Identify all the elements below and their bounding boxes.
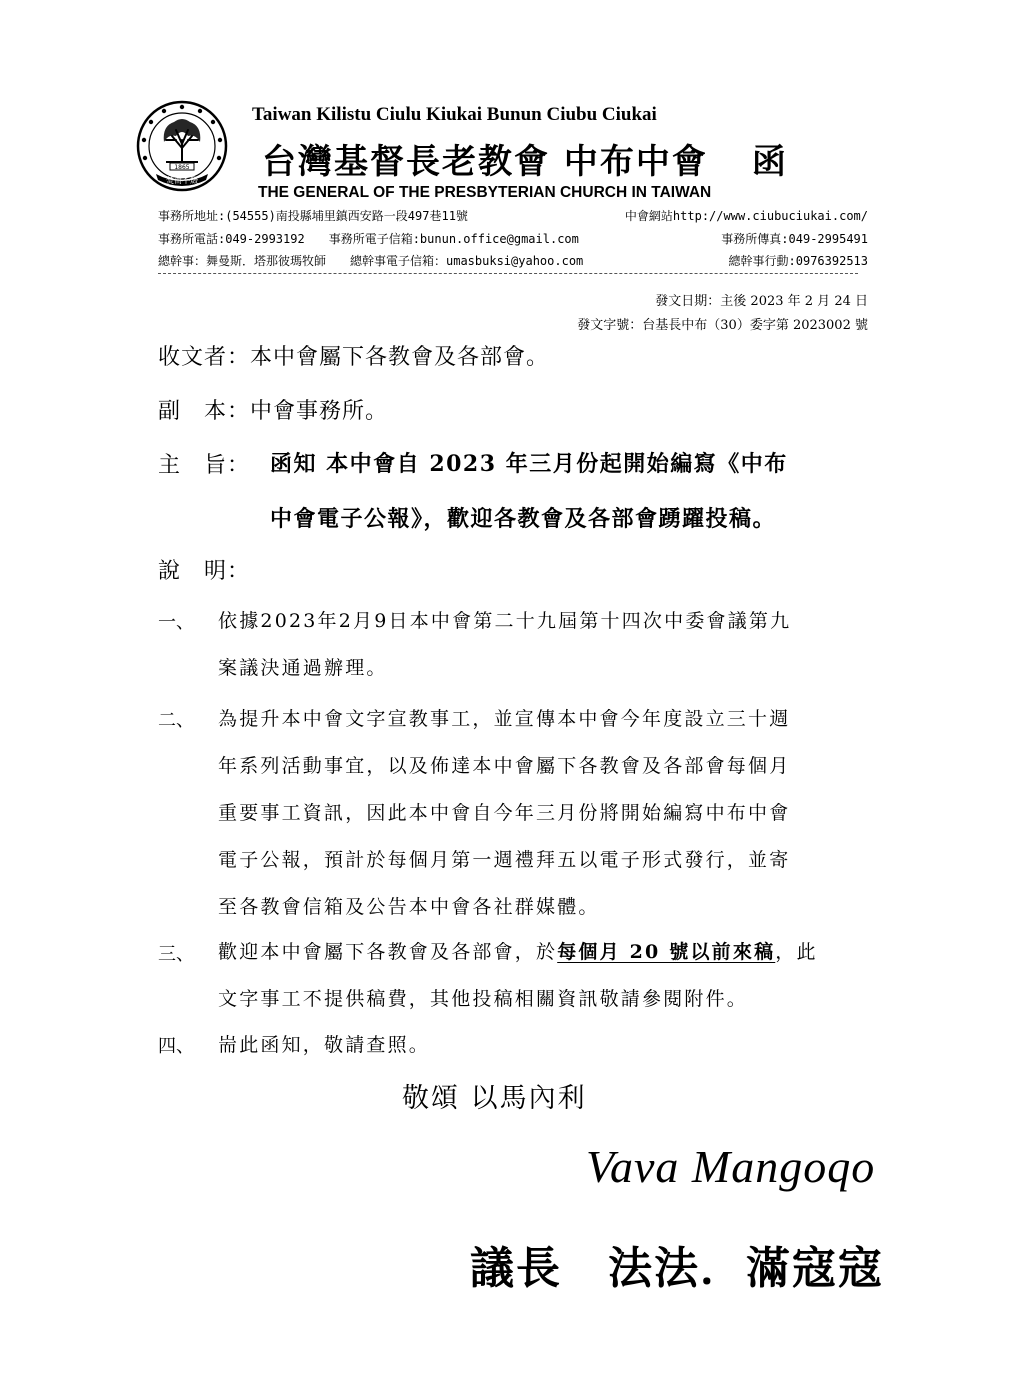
logo-year: 1865 xyxy=(174,164,190,171)
signatory-title: 議長 xyxy=(470,1243,562,1294)
header-title-english: Taiwan Kilistu Ciulu Kiukai Bunun Ciubu Ciukai xyxy=(252,104,657,125)
item-3-text-after: ，此 xyxy=(775,941,818,963)
item-1-line-2: 案議決通過辦理。 xyxy=(218,657,388,679)
closing-greeting: 敬頌 以馬內利 xyxy=(402,1083,587,1114)
item-number-3: 三、 xyxy=(158,944,194,965)
document-number: 發文字號：台基長中布（30）委字第 2023002 號 xyxy=(577,318,868,333)
item-3-line-1 xyxy=(218,937,818,964)
logo-motto: 焚而不燬 xyxy=(166,176,198,185)
recipient-line: 收文者：本中會屬下各教會及各部會。 xyxy=(158,345,550,370)
submission-deadline: 每個月 20 號以前來稿 xyxy=(557,941,776,963)
copy-line: 副 本：中會事務所。 xyxy=(158,399,389,424)
item-4-line-1: 耑此函知，敬請查照。 xyxy=(218,1034,431,1056)
item-2-line-1: 為提升本中會文字宣教事工，並宣傳本中會今年度設立三十週 xyxy=(218,708,791,730)
church-logo-seal xyxy=(136,100,228,192)
office-phone-email: 事務所電話:049-2993192 事務所電子信箱:bunun.office@gmail.com xyxy=(158,232,579,246)
item-2-line-3: 重要事工資訊，因此本中會自今年三月份將開始編寫中布中會 xyxy=(218,802,791,824)
item-3-line-2: 文字事工不提供稿費，其他投稿相關資訊敬請參閱附件。 xyxy=(218,988,749,1010)
issue-date: 發文日期：主後 2023 年 2 月 24 日 xyxy=(655,294,868,309)
item-2-line-4: 電子公報，預計於每個月第一週禮拜五以電子形式發行，並寄 xyxy=(218,849,791,871)
header-divider xyxy=(158,273,858,274)
website: 中會網站http://www.ciubuciukai.com/ xyxy=(624,209,868,223)
header-subtitle-english: THE GENERAL OF THE PRESBYTERIAN CHURCH IN TAIWAN xyxy=(258,184,712,201)
explanation-label: 說 明： xyxy=(158,559,251,584)
office-fax: 事務所傳真:049-2995491 xyxy=(721,232,868,246)
item-number-1: 一、 xyxy=(158,612,194,633)
subject-line-1: 函知 本中會自 2023 年三月份起開始編寫《中布 xyxy=(270,451,788,477)
item-3-text-before: 歡迎本中會屬下各教會及各部會，於 xyxy=(218,941,558,963)
header-title-chinese xyxy=(262,134,788,183)
letter-type-label: 函 xyxy=(751,142,788,182)
subject-line-2: 中會電子公報》，歡迎各教會及各部會踴躍投稿。 xyxy=(270,506,777,532)
signatory xyxy=(470,1232,884,1296)
subject-label: 主 旨： xyxy=(158,453,251,478)
item-number-4: 四、 xyxy=(158,1036,194,1057)
signatory-name: 法法．滿寇寇 xyxy=(608,1243,884,1294)
header-title-chinese-text: 台灣基督長老教會 中布中會 xyxy=(262,142,708,182)
signature: Vava Mangoqo xyxy=(586,1141,876,1192)
item-2-line-5: 至各教會信箱及公告本中會各社群媒體。 xyxy=(218,896,600,918)
general-secretary-mobile: 總幹事行動:0976392513 xyxy=(728,254,868,268)
item-2-line-2: 年系列活動事宜，以及佈達本中會屬下各教會及各部會每個月 xyxy=(218,755,791,777)
item-1-line-1: 依據2023年2月9日本中會第二十九屆第十四次中委會議第九 xyxy=(218,610,792,632)
office-address: 事務所地址:(54555)南投縣埔里鎮西安路一段497巷11號 xyxy=(158,209,468,223)
general-secretary-info: 總幹事：舞曼斯．塔那彼瑪牧師 總幹事電子信箱：umasbuksi@yahoo.com xyxy=(158,254,584,268)
item-number-2: 二、 xyxy=(158,710,194,731)
